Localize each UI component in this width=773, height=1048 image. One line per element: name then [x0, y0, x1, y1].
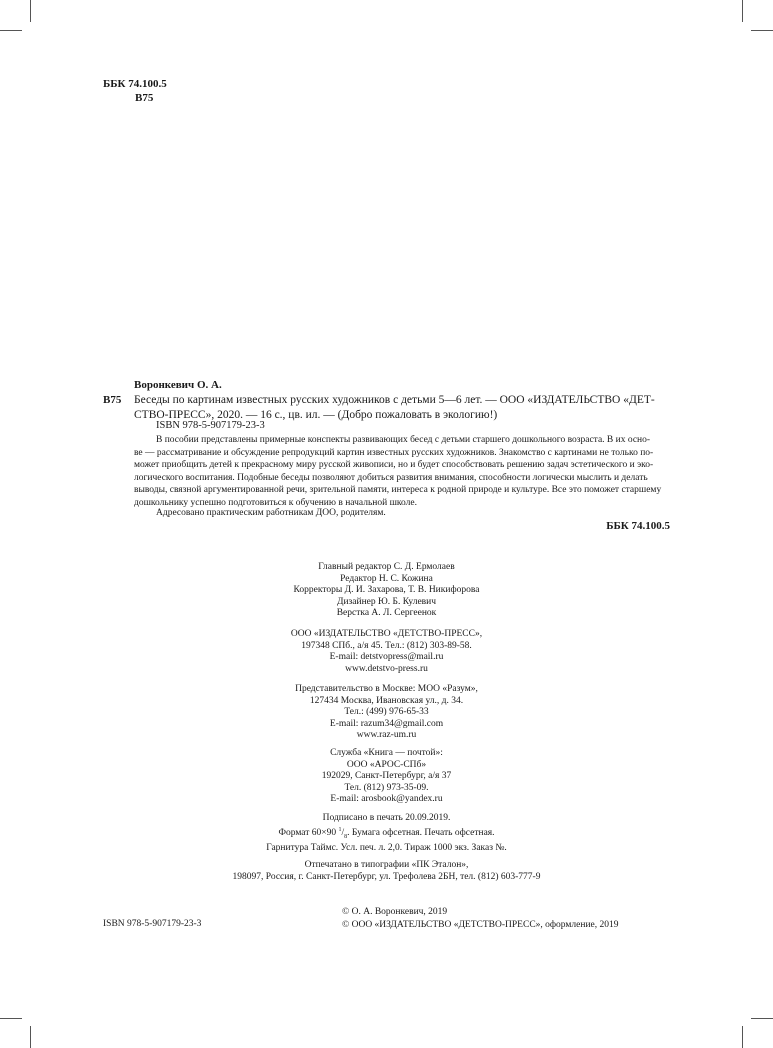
staff-line: Главный редактор С. Д. Ермолаев	[318, 562, 455, 572]
print-format: Формат 60×90 $^1/_8$. Бумага офсетная. Печать офсетная.	[278, 826, 495, 840]
moscow-office-info	[0, 684, 773, 742]
footer-copyright	[342, 906, 619, 932]
entry-addressed-to: Адресовано практическим работникам ДОО, родителям.	[156, 508, 386, 518]
header-bbk-code: ББК 74.100.5	[103, 78, 167, 90]
moscow-office-line: E-mail: razum34@gmail.com	[329, 718, 444, 729]
mail-service-line: 192029, Санкт-Петербург, а/я 37	[321, 771, 452, 782]
mail-service-line: Служба «Книга — почтой»:	[330, 748, 443, 758]
crop-mark-bottom-left-v	[30, 1026, 31, 1048]
mail-service-line: E-mail: arosbook@yandex.ru	[330, 794, 443, 805]
publisher-info	[0, 629, 773, 675]
entry-bbk-code: ББК 74.100.5	[606, 520, 670, 532]
entry-author-code: В75	[103, 394, 122, 406]
abstract-line: ве — рассматривание и обсуждение репродукций картин известных русских художников. Знакомство с картинами не только по-	[134, 447, 654, 458]
footer-isbn: ISBN 978-5-907179-23-3	[103, 919, 202, 929]
entry-title	[134, 393, 670, 422]
moscow-office-line: Представительство в Москве: МОО «Разум»,	[295, 684, 478, 694]
print-typeface: Гарнитура Таймс. Усл. печ. л. 2,0. Тираж 1000 экз. Заказ №.	[266, 843, 507, 854]
print-format-suffix: . Бумага офсетная. Печать офсетная.	[347, 827, 495, 838]
mail-service-line: Тел. (812) 973-35-09.	[344, 782, 429, 793]
printer-line: Отпечатано в типографии «ПК Эталон»,	[304, 860, 469, 870]
crop-mark-bottom-right-v	[742, 1026, 743, 1048]
publisher-line: 197348 СПб., а/я 45. Тел.: (812) 303-89-58.	[301, 640, 472, 651]
entry-author: Воронкевич О. А.	[134, 379, 222, 391]
print-info	[0, 813, 773, 855]
printer-line: 198097, Россия, г. Санкт-Петербург, ул. Трефолева 2БН, тел. (812) 603-777-9	[232, 871, 541, 882]
entry-abstract	[134, 434, 670, 510]
printer-info	[0, 860, 773, 883]
mail-service-line: ООО «АРОС-СПб»	[346, 759, 427, 770]
crop-mark-bottom-right-h	[751, 1018, 773, 1019]
abstract-line: В пособии представлены примерные конспекты развивающих бесед с детьми старшего дошкольного возраста. В их осно-	[156, 435, 651, 445]
publisher-line: www.detstvo-press.ru	[345, 663, 428, 674]
staff-line: Дизайнер Ю. Б. Кулевич	[336, 596, 437, 607]
print-format-prefix: Формат 60×90	[278, 827, 339, 838]
crop-mark-top-right-v	[742, 0, 743, 22]
moscow-office-line: www.raz-um.ru	[356, 730, 417, 741]
crop-mark-bottom-left-h	[0, 1018, 22, 1019]
entry-title-line: СТВО-ПРЕСС», 2020. — 16 с., цв. ил. — (Добро пожаловать в экологию!)	[134, 408, 498, 421]
crop-mark-top-right-h	[751, 30, 773, 31]
moscow-office-line: Тел.: (499) 976-65-33	[344, 707, 429, 718]
staff-line: Редактор Н. С. Кожина	[340, 573, 433, 584]
abstract-line: может приобщить детей к прекрасному миру русской живописи, но и будет способствовать решению задач эстетического и эко-	[134, 460, 654, 471]
entry-title-line: Беседы по картинам известных русских художников с детьми 5—6 лет. — ООО «ИЗДАТЕЛЬСТВО «ДЕТ-	[134, 394, 655, 406]
abstract-line: выводы, связной аргументированной речи, зрительной памяти, интереса к родной природе и культуре. Все это поможет старшему	[134, 485, 662, 496]
abstract-line: дошкольнику успешно подготовиться к обучению в начальной школе.	[134, 497, 417, 508]
print-format-denominator: 8	[344, 833, 348, 840]
publisher-line: ООО «ИЗДАТЕЛЬСТВО «ДЕТСТВО-ПРЕСС»,	[290, 629, 483, 639]
staff-line: Верстка А. Л. Сергеенок	[336, 608, 437, 619]
print-signed: Подписано в печать 20.09.2019.	[322, 813, 451, 823]
entry-isbn: ISBN 978-5-907179-23-3	[156, 420, 265, 431]
abstract-line: логического воспитания. Подобные беседы позволяют добиться развития внимания, способности логически мыслить и делать	[134, 472, 648, 483]
moscow-office-line: 127434 Москва, Ивановская ул., д. 34.	[309, 695, 464, 706]
copyright-publisher: © ООО «ИЗДАТЕЛЬСТВО «ДЕТСТВО-ПРЕСС», оформление, 2019	[342, 920, 619, 930]
header-classification	[103, 77, 167, 105]
staff-line: Корректоры Д. И. Захарова, Т. В. Никифорова	[293, 585, 480, 596]
copyright-author: © О. А. Воронкевич, 2019	[342, 907, 448, 917]
mail-service-info	[0, 748, 773, 806]
publisher-line: E-mail: detstvopress@mail.ru	[329, 652, 444, 663]
print-format-numerator: 1	[338, 826, 342, 833]
staff-credits	[0, 562, 773, 620]
crop-mark-top-left-v	[30, 0, 31, 22]
header-author-code: В75	[135, 92, 154, 104]
crop-mark-top-left-h	[0, 30, 22, 31]
